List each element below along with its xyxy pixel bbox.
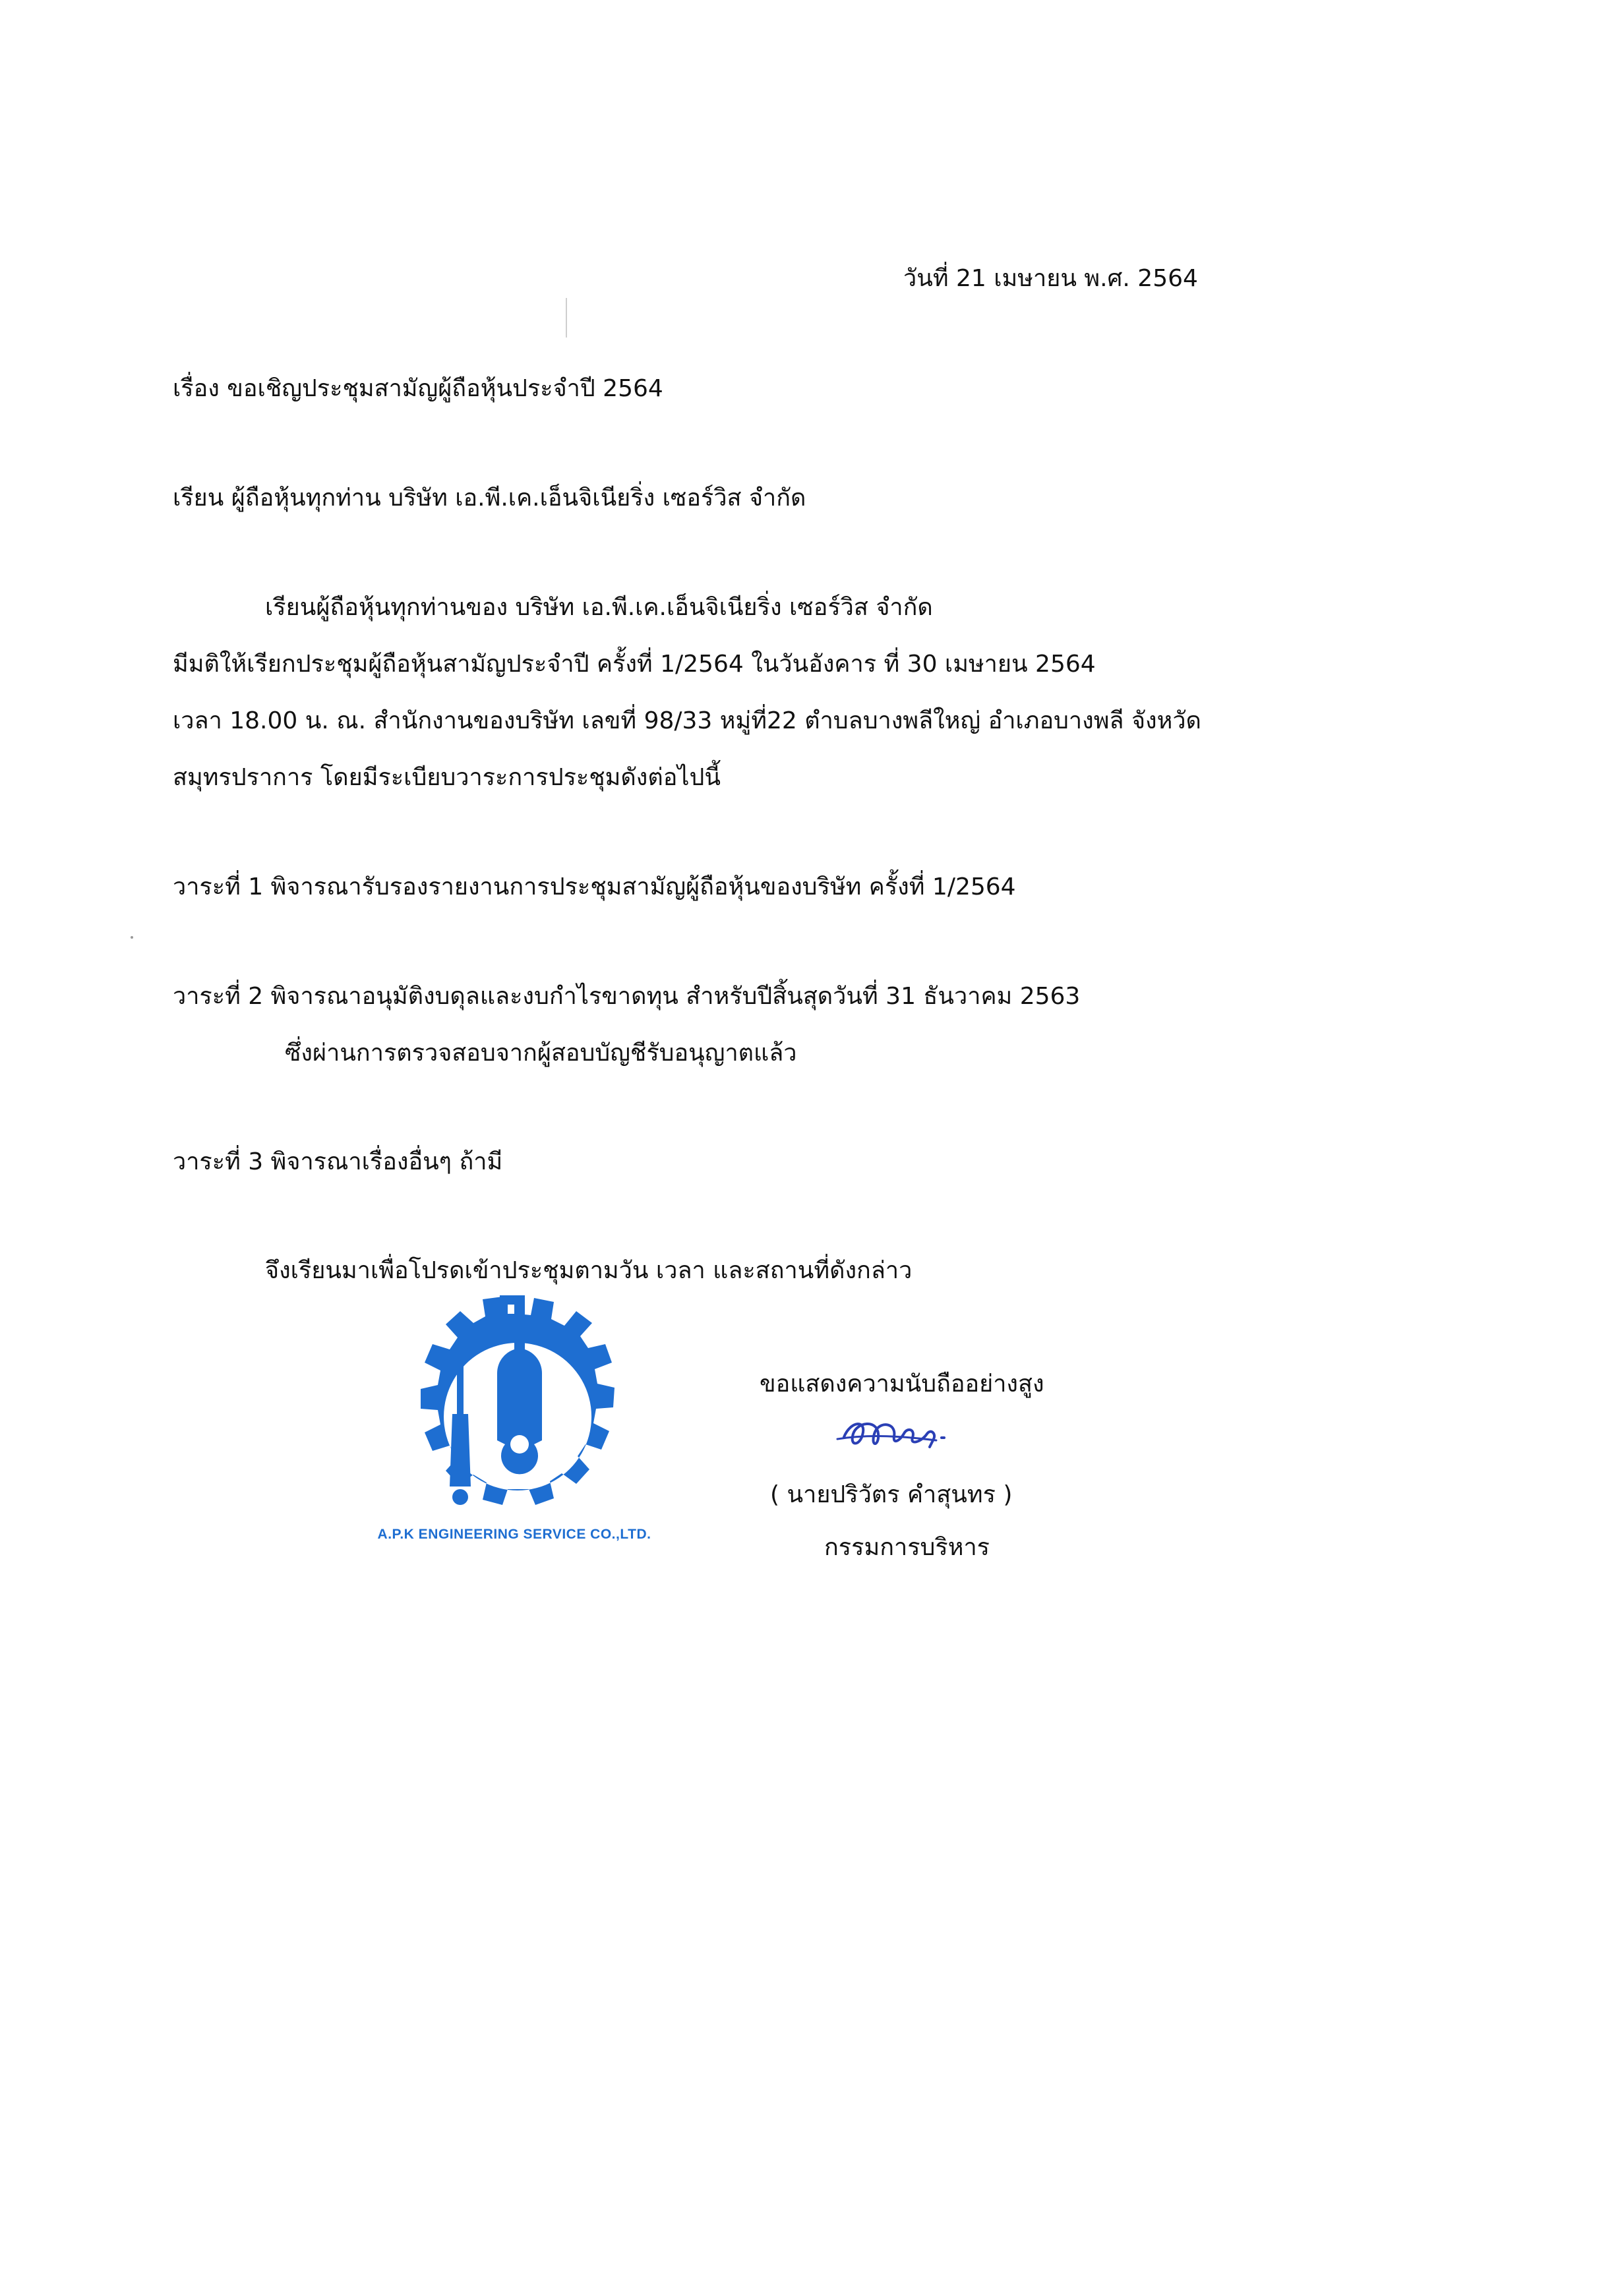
screwdriver-icon [450, 1361, 471, 1505]
letter-recipient: เรียน ผู้ถือหุ้นทุกท่าน บริษัท เอ.พี.เค.เอ็นจิเนียริ่ง เซอร์วิส จำกัด [173, 485, 806, 512]
scan-artifact-line [566, 298, 567, 338]
agenda-item-2-continued: ซึ่งผ่านการตรวจสอบจากผู้สอบบัญชีรับอนุญาตแล้ว [285, 1040, 797, 1067]
closing-sentence: จึงเรียนมาเพื่อโปรดเข้าประชุมตามวัน เวลา และสถานที่ดังกล่าว [265, 1257, 913, 1284]
agenda-item-2: วาระที่ 2 พิจารณาอนุมัติงบดุลและงบกำไรขาดทุน สำหรับปีสิ้นสุดวันที่ 31 ธันวาคม 2563 [173, 983, 1081, 1010]
handwritten-signature [831, 1407, 996, 1460]
body-paragraph-line-2: มีมติให้เรียกประชุมผู้ถือหุ้นสามัญประจำปี ครั้งที่ 1/2564 ในวันอังคาร ที่ 30 เมษายน 2564 [173, 651, 1096, 678]
agenda-item-3: วาระที่ 3 พิจารณาเรื่องอื่นๆ ถ้ามี [173, 1148, 503, 1175]
logo-caption: A.P.K ENGINEERING SERVICE CO.,LTD. [377, 1527, 651, 1542]
letter-subject: เรื่อง ขอเชิญประชุมสามัญผู้ถือหุ้นประจำปี 2564 [173, 375, 663, 402]
company-logo [389, 1289, 646, 1539]
agenda-item-1: วาระที่ 1 พิจารณารับรองรายงานการประชุมสามัญผู้ถือหุ้นของบริษัท ครั้งที่ 1/2564 [173, 873, 1016, 900]
signer-title: กรรมการบริหาร [824, 1534, 990, 1561]
body-paragraph-line-3: เวลา 18.00 น. ณ. สำนักงานของบริษัท เลขที่ 98/33 หมู่ที่22 ตำบลบางพลีใหญ่ อำเภอบางพลี จังหวัด [173, 707, 1201, 734]
body-paragraph-line-4: สมุทรปราการ โดยมีระเบียบวาระการประชุมดังต่อไปนี้ [173, 764, 721, 791]
regards-line: ขอแสดงความนับถืออย่างสูง [760, 1370, 1044, 1398]
body-paragraph-line-1: เรียนผู้ถือหุ้นทุกท่านของ บริษัท เอ.พี.เค.เอ็นจิเนียริ่ง เซอร์วิส จำกัด [265, 594, 933, 621]
signer-name: ( นายปริวัตร คำสุนทร ) [770, 1481, 1013, 1508]
scan-artifact-dot [131, 936, 133, 939]
letter-date: วันที่ 21 เมษายน พ.ศ. 2564 [903, 265, 1198, 292]
